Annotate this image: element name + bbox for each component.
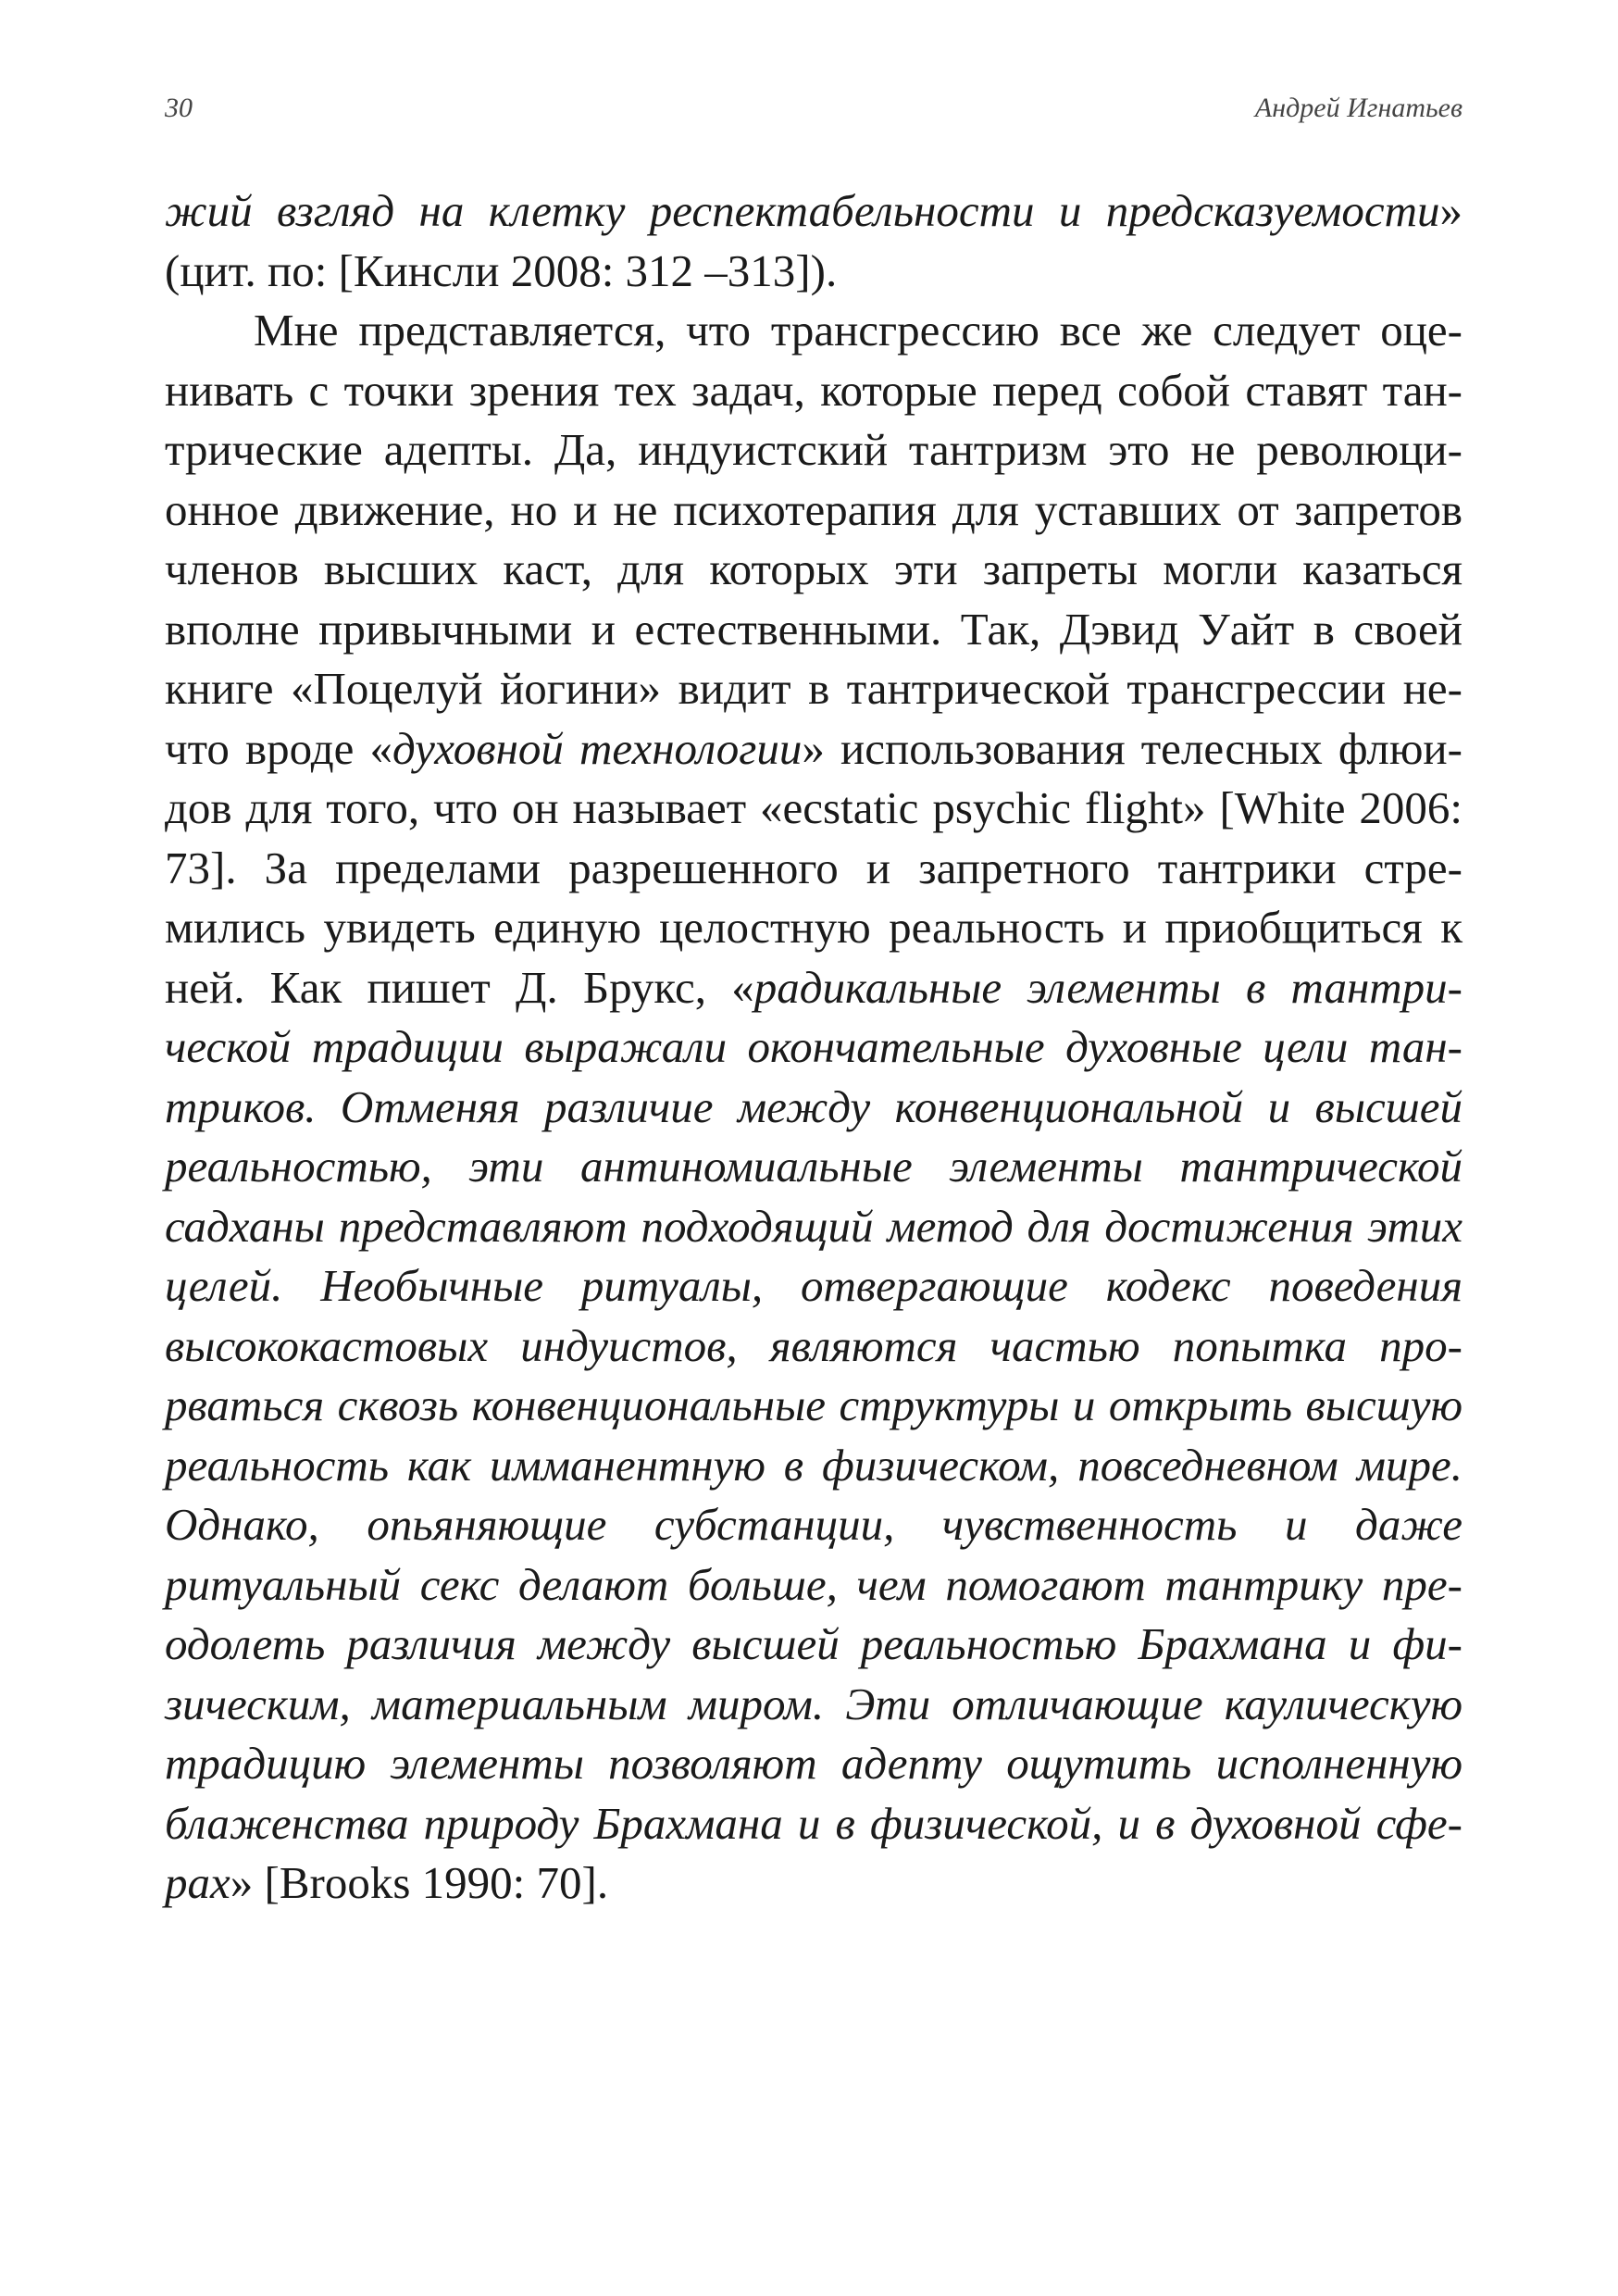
italic-spiritual-technology: духовной технологии: [392, 722, 803, 774]
quote-tail-italic: жий взгляд на клетку респектабельности и предсказуемости: [165, 185, 1440, 236]
paragraph-text-a: Мне представляется, что трансгрессию все же следует оценивать с точки зрения тех задач, которые перед собой ставят тантрические адепты. Да, индуистский тантризм это не революционное движение, но и не психотерапия для уставших от запретов членов высших каст, для которых эти запреты могли казаться вполне привычными и естественными. Так, Дэвид Уайт в своей книге «Поцелуй йогини» видит в тантрической трансгрессии нечто вроде «: [165, 305, 1462, 774]
paragraph-continuation: [165, 181, 1462, 301]
body-text: [165, 181, 1462, 1914]
page-number: 30: [165, 93, 193, 123]
paragraph-main: [165, 301, 1462, 1914]
citation-brooks: » [Brooks 1990: 70].: [230, 1857, 609, 1908]
running-head: [165, 93, 1462, 130]
brooks-quote-italic: радикальные элементы в тантрической традиции выражали окончательные духовные цели тантриков. Отменяя различие между конвенциональной и высшей реальностью, эти антиномиальные элементы тантрической садханы представляют подходящий метод для достижения этих целей. Необычные ритуалы, отвергающие кодекс поведения высококастовых индуистов, являются частью попытка прорваться сквозь конвенциональные структуры и открыть высшую реальность как имманентную в физическом, повседневном мире. Однако, опьяняющие субстанции, чувственность и даже ритуальный секс делают больше, чем помогают тантрику преодолеть различия между высшей реальностью Брахмана и физическим, материальным миром. Эти отличающие каулическую традицию элементы позволяют адепту ощутить исполненную блаженства природу Брахмана и в физической, и в духовной сферах: [165, 961, 1462, 1908]
quote-close: »: [1439, 185, 1462, 236]
citation-kinsley: (цит. по: [Кинсли 2008: 312 –313]).: [165, 244, 838, 296]
paragraph-text-b: » использования телесных флюидов для того, что он называет «ecstatic psychic flight» [White 2006: 73]. За пределами разрешенного и запретного тантрики стремились увидеть единую целостную реальность и приобщиться к ней. Как пишет Д. Брукс, «: [165, 722, 1462, 1013]
running-head-author: Андрей Игнатьев: [1254, 93, 1462, 123]
